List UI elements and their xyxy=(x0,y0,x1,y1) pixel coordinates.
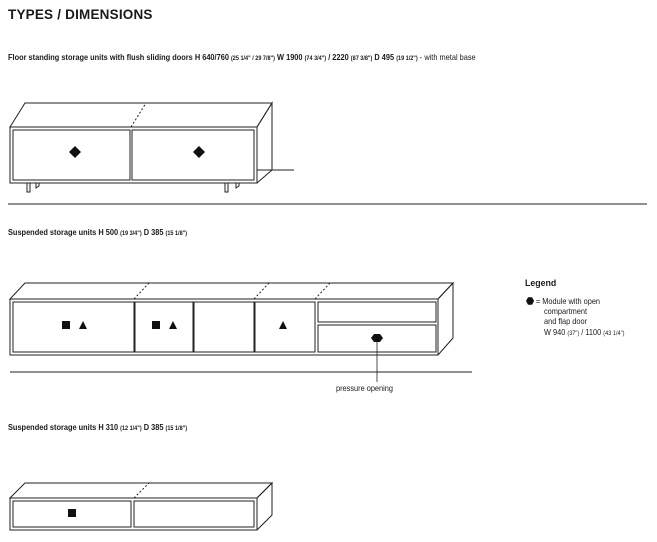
legend-imperial: (37") xyxy=(567,329,580,337)
title-depth: D 385 xyxy=(141,422,166,432)
floor-standing-unit xyxy=(10,103,294,192)
legend-line xyxy=(526,328,639,339)
title-imperial: (74 3/4") xyxy=(304,55,327,62)
legend-title: Legend xyxy=(525,278,557,288)
legend-line: compartment xyxy=(544,307,588,317)
legend-width: W 940 xyxy=(544,327,568,337)
title-imperial: (19 1/2") xyxy=(396,55,418,62)
legend-imperial: (43 1/4") xyxy=(603,329,625,337)
square-symbol xyxy=(152,321,160,329)
page-title: TYPES / DIMENSIONS xyxy=(8,7,153,22)
title-imperial: (12 1/4") xyxy=(120,425,142,432)
metal-base-leg xyxy=(27,183,30,192)
legend-line: and flap door xyxy=(544,317,588,327)
triangle-symbol xyxy=(279,321,287,329)
hexagon-icon xyxy=(526,297,534,305)
title-width-alt: / 2220 xyxy=(326,52,351,62)
metal-base-leg xyxy=(236,183,239,188)
diamond-symbol xyxy=(69,146,81,158)
square-symbol xyxy=(62,321,70,329)
hexagon-symbol xyxy=(371,334,383,342)
title-imperial: (15 1/8") xyxy=(165,425,188,432)
suspended-unit-500 xyxy=(10,283,472,382)
title-main: Floor standing storage units with flush sliding doors H 640/760 xyxy=(8,52,231,62)
legend-text: = Module with open xyxy=(535,297,601,306)
title-imperial: (87 3/8") xyxy=(350,55,373,62)
diamond-symbol xyxy=(193,146,205,158)
title-imperial: (19 3/4") xyxy=(120,230,142,237)
legend xyxy=(526,297,639,339)
title-depth: D 385 xyxy=(141,227,166,237)
square-symbol xyxy=(68,509,76,517)
title-main: Suspended storage units H 310 xyxy=(8,422,121,432)
triangle-symbol xyxy=(169,321,177,329)
title-main: Suspended storage units H 500 xyxy=(8,227,121,237)
pressure-opening-label: pressure opening xyxy=(336,384,393,393)
title-depth: D 495 xyxy=(372,52,397,62)
legend-line xyxy=(526,297,639,307)
legend-width: / 1100 xyxy=(579,327,604,337)
title-width: W 1900 xyxy=(275,52,305,62)
title-imperial: (15 1/8") xyxy=(165,230,188,237)
suspended-unit-310 xyxy=(10,483,272,530)
metal-base-leg xyxy=(36,183,39,188)
title-imperial: (25 1/4" / 29 7/8") xyxy=(230,55,276,62)
metal-base-leg xyxy=(225,183,228,192)
title-tail: - with metal base xyxy=(417,52,476,62)
triangle-symbol xyxy=(79,321,87,329)
